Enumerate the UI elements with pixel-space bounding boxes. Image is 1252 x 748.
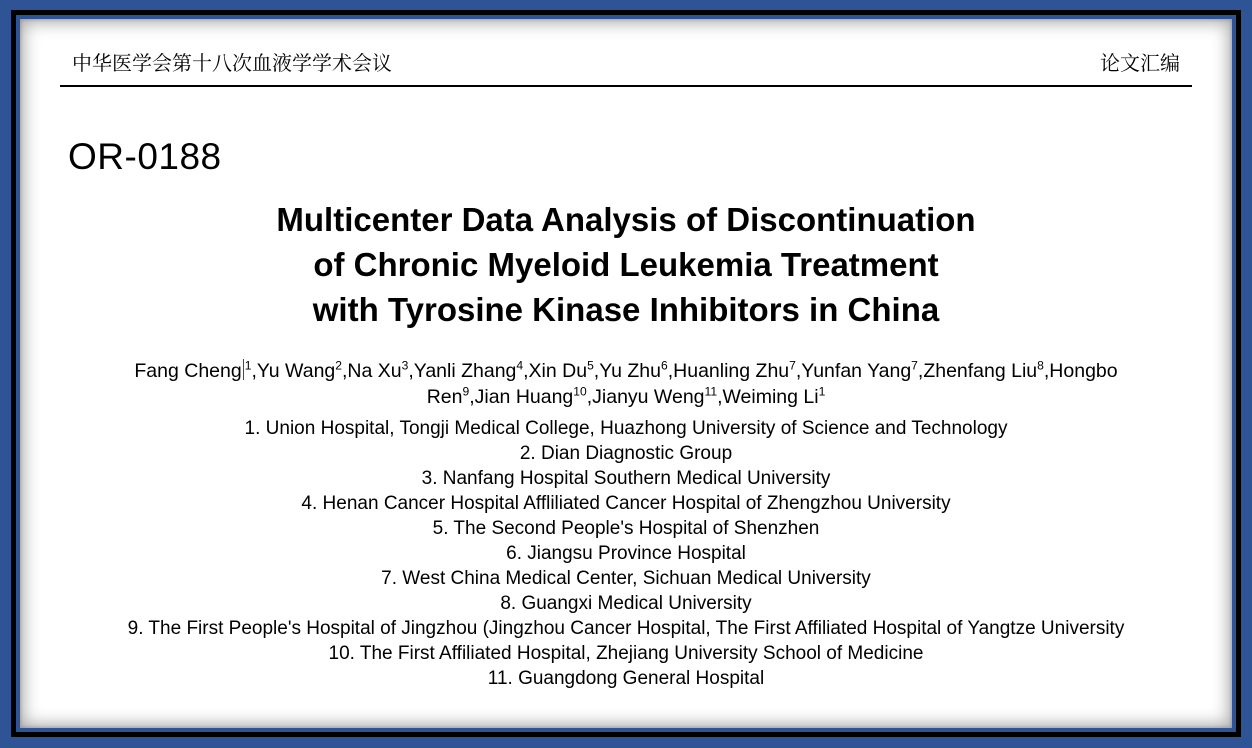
author-list[interactable]: Fang Cheng $^1$,Yu Wang$^2$,Na Xu$^3$,Yanli Zhang$^4$,Xin Du$^5$,Yu Zhu$^6$,Huanling Zhu$^7$,Yunfan Yang$^7$,Zhenfang Liu$^8$,Hongbo Ren$^9$,Jian Huang$^{10}$,Jianyu Weng$^{11}$,Weiming Li$^1$ [134, 358, 1118, 408]
header-compilation-label: 论文汇编 [1100, 53, 1180, 75]
author: Fang Cheng $^1$ [134, 358, 252, 382]
author: Huanling Zhu$^7$ [673, 358, 796, 382]
affiliation: 4. Henan Cancer Hospital Affliliated Cancer Hospital of Zhengzhou University [301, 493, 951, 514]
author: Weiming Li$^1$ [722, 384, 826, 408]
author: Hongbo Ren$^9$ [426, 360, 1118, 408]
affiliation: 6. Jiangsu Province Hospital [506, 543, 746, 564]
author-affiliation-superscript: 7 [911, 358, 918, 373]
author-affiliation-superscript: 5 [587, 358, 594, 373]
paper-title-line: with Tyrosine Kinase Inhibitors in China [312, 291, 940, 328]
author-affiliation-superscript: 7 [789, 358, 796, 373]
author: Jian Huang$^{10}$ [474, 384, 587, 408]
author-affiliation-superscript: 1 [244, 358, 252, 373]
paper-title-line: of Chronic Myeloid Leukemia Treatment [313, 246, 939, 283]
affiliation: 3. Nanfang Hospital Southern Medical University [421, 468, 831, 489]
author: Yanli Zhang$^4$ [413, 358, 524, 382]
author-affiliation-superscript: 9 [462, 384, 470, 399]
paper-id: OR-0188 [68, 136, 222, 177]
affiliation: 1. Union Hospital, Tongji Medical College, Huazhong University of Science and Technology [244, 418, 1008, 439]
author: Yunfan Yang$^7$ [801, 358, 918, 382]
black-border-frame [11, 10, 1241, 737]
document-page [20, 19, 1232, 728]
author-affiliation-superscript: 10 [573, 384, 587, 399]
author: Xin Du$^5$ [528, 358, 594, 382]
paper-title-line: Multicenter Data Analysis of Discontinuation [276, 201, 976, 238]
author: Jianyu Weng$^{11}$ [592, 384, 718, 408]
author-affiliation-superscript: 6 [661, 358, 668, 373]
affiliation: 9. The First People's Hospital of Jingzhou (Jingzhou Cancer Hospital, The First Affiliated Hospital of Yangtze University [127, 618, 1125, 639]
affiliation: 11. Guangdong General Hospital [487, 668, 765, 689]
author-affiliation-superscript: 1 [818, 384, 826, 399]
affiliation-list [60, 416, 1192, 691]
author: Yu Wang$^2$ [256, 358, 342, 382]
author-affiliation-superscript: 4 [516, 358, 524, 373]
author-affiliation-superscript: 11 [704, 384, 718, 399]
text-cursor [243, 359, 244, 380]
author-affiliation-superscript: 8 [1037, 358, 1044, 373]
author: Yu Zhu$^6$ [599, 358, 668, 382]
affiliation: 10. The First Affiliated Hospital, Zhejiang University School of Medicine [328, 643, 924, 664]
author-affiliation-superscript: 2 [335, 358, 342, 373]
page-header [60, 51, 1192, 87]
affiliation: 2. Dian Diagnostic Group [519, 443, 733, 464]
paper-title [60, 197, 1192, 332]
author-affiliation-superscript: 3 [401, 358, 409, 373]
author: Na Xu$^3$ [347, 358, 409, 382]
header-conference-title: 中华医学会第十八次血液学学术会议 [72, 53, 392, 75]
affiliation: 7. West China Medical Center, Sichuan Medical University [381, 568, 871, 589]
author: Zhenfang Liu$^8$ [923, 358, 1044, 382]
affiliation: 5. The Second People's Hospital of Shenzhen [432, 518, 820, 539]
affiliation: 8. Guangxi Medical University [500, 593, 752, 614]
